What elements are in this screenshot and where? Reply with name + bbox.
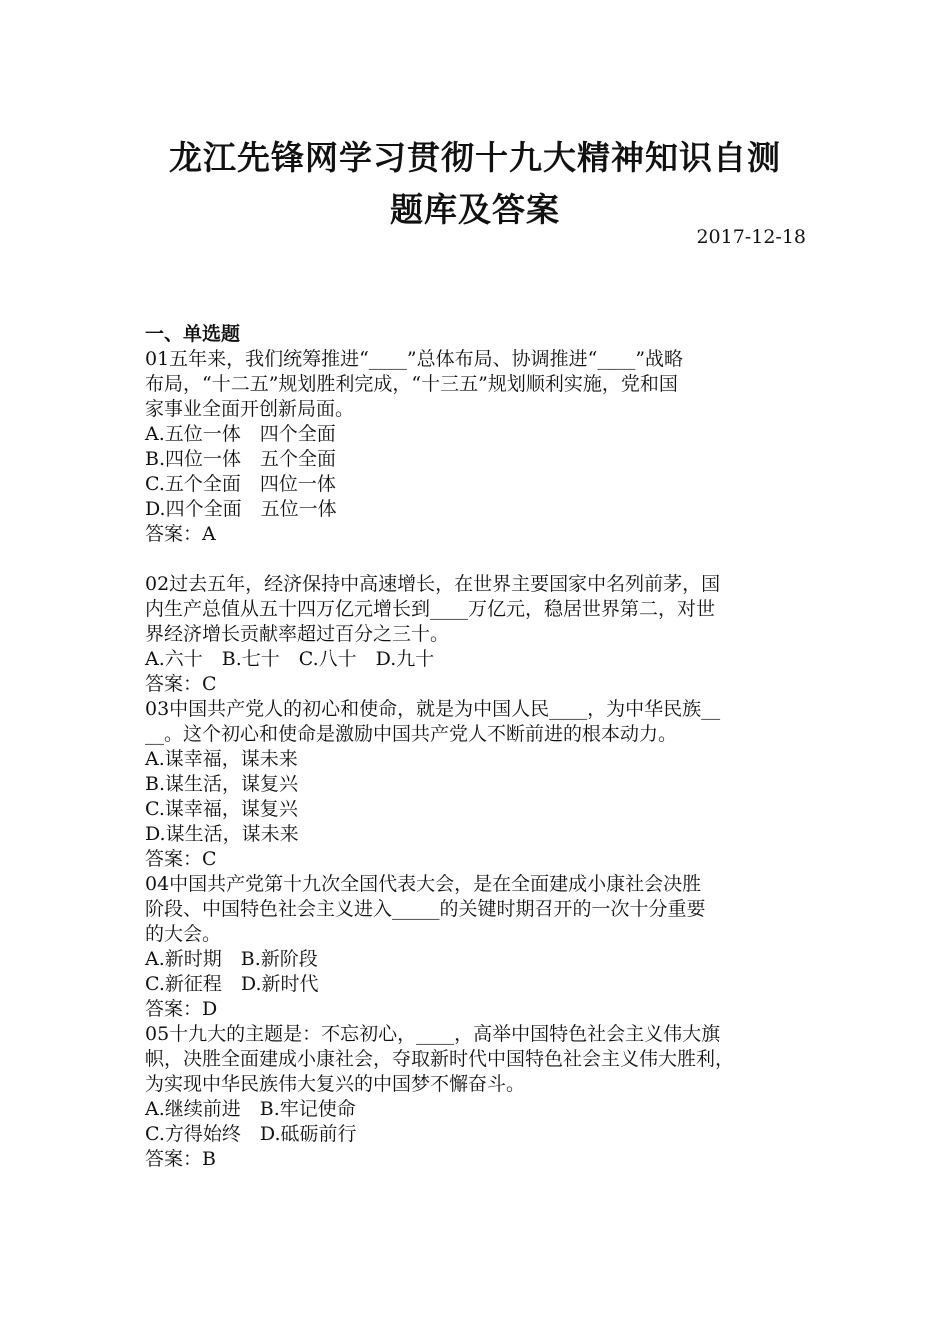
question-option: A.谋幸福，谋未来 <box>145 748 298 770</box>
question-option: A.新时期 B.新阶段 <box>145 948 318 970</box>
question-stem-line: __。这个初心和使命是激励中国共产党人不断前进的根本动力。 <box>145 723 678 745</box>
section-heading: 一、单选题 <box>145 323 241 345</box>
question-option: C.新征程 D.新时代 <box>145 973 319 995</box>
question-option: A.六十 B.七十 C.八十 D.九十 <box>145 648 435 670</box>
question-option: D.谋生活，谋未来 <box>145 823 299 845</box>
question-stem-line: 的大会。 <box>145 923 222 945</box>
question-item <box>145 572 810 697</box>
question-stem-line: 01五年来，我们统筹推进“____”总体布局、协调推进“____”战略 <box>145 348 684 370</box>
question-option: C.方得始终 D.砥砺前行 <box>145 1123 357 1145</box>
question-answer: 答案：A <box>145 523 216 545</box>
question-stem-line: 为实现中华民族伟大复兴的中国梦不懈奋斗。 <box>145 1073 526 1095</box>
question-option: B.谋生活，谋复兴 <box>145 773 299 795</box>
question-answer: 答案：C <box>145 848 217 870</box>
question-option: B.四位一体 五个全面 <box>145 448 337 470</box>
question-item <box>145 872 810 1022</box>
question-stem-line: 家事业全面开创新局面。 <box>145 398 355 420</box>
question-stem-line: 03中国共产党人的初心和使命，就是为中国人民____，为中华民族__ <box>145 698 721 720</box>
question-item <box>145 697 810 872</box>
question-stem-line: 阶段、中国特色社会主义进入_____的关键时期召开的一次十分重要 <box>145 898 706 920</box>
question-answer: 答案：D <box>145 998 218 1020</box>
document-title-line-1: 龙江先锋网学习贯彻十九大精神知识自测 <box>169 138 781 177</box>
question-stem-line: 02过去五年，经济保持中高速增长，在世界主要国家中名列前茅，国 <box>145 573 721 595</box>
question-stem-line: 帜，决胜全面建成小康社会，夺取新时代中国特色社会主义伟大胜利， <box>145 1048 735 1070</box>
question-stem-line: 界经济增长贡献率超过百分之三十。 <box>145 623 450 645</box>
question-answer: 答案：C <box>145 673 217 695</box>
question-item <box>145 347 810 547</box>
question-stem-line: 05十九大的主题是：不忘初心，____，高举中国特色社会主义伟大旗 <box>145 1023 721 1045</box>
question-option: A.五位一体 四个全面 <box>145 423 336 445</box>
document-title-line-2: 题库及答案 <box>390 190 560 229</box>
question-stem-line: 布局，“十二五”规划胜利完成，“十三五”规划顺利实施，党和国 <box>145 373 678 395</box>
document-date: 2017-12-18 <box>696 226 806 248</box>
question-stem-line: 04中国共产党第十九次全国代表大会，是在全面建成小康社会决胜 <box>145 873 702 895</box>
question-item <box>145 1022 810 1172</box>
question-option: C.谋幸福，谋复兴 <box>145 798 298 820</box>
document-body <box>145 322 810 1172</box>
question-option: C.五个全面 四位一体 <box>145 473 336 495</box>
question-option: D.四个全面 五位一体 <box>145 498 337 520</box>
question-stem-line: 内生产总值从五十四万亿元增长到____万亿元，稳居世界第二，对世 <box>145 598 716 620</box>
question-option: A.继续前进 B.牢记使命 <box>145 1098 356 1120</box>
question-answer: 答案：B <box>145 1148 216 1170</box>
